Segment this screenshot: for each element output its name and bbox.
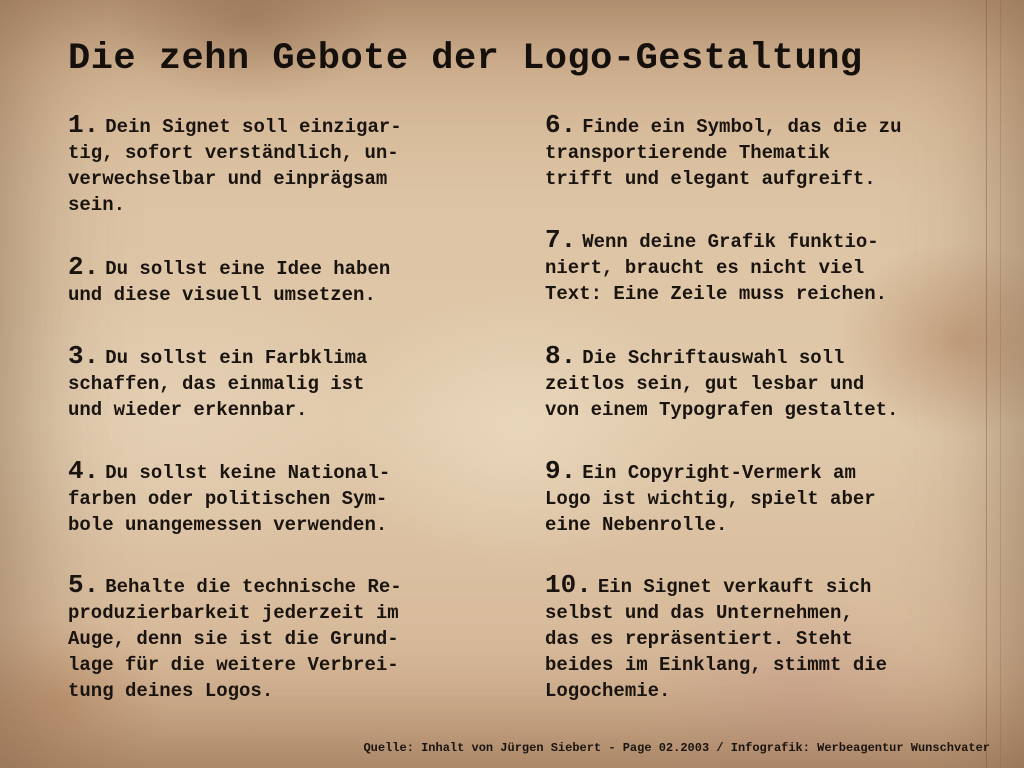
rule-number: 2. (68, 252, 100, 282)
rule-number: 10. (545, 570, 592, 600)
rule-text: Dein Signet soll einzigar- tig, sofort verständlich, un- verwechselbar und einprägsam sein. (68, 116, 402, 216)
rule-2 (68, 254, 390, 308)
rule-1 (68, 112, 402, 218)
rule-number: 6. (545, 110, 577, 140)
rule-text: Du sollst keine National- farben oder politischen Sym- bole unangemessen verwenden. (68, 462, 391, 536)
paper-fold-line-secondary (1000, 0, 1001, 768)
rule-text: Du sollst ein Farbklima schaffen, das einmalig ist und wieder erkennbar. (68, 347, 368, 421)
page-title: Die zehn Gebote der Logo-Gestaltung (68, 38, 863, 80)
rule-10 (545, 572, 887, 704)
rule-7 (545, 227, 887, 307)
source-credit: Quelle: Inhalt von Jürgen Siebert - Page 02.2003 / Infografik: Werbeagentur Wunschvater (363, 741, 990, 755)
rule-number: 9. (545, 456, 577, 486)
paper-fold-line (986, 0, 987, 768)
rule-3 (68, 343, 367, 423)
rule-text: Wenn deine Grafik funktio- niert, braucht es nicht viel Text: Eine Zeile muss reichen. (545, 231, 888, 305)
rule-number: 7. (545, 225, 577, 255)
rule-8 (545, 343, 898, 423)
rule-text: Ein Signet verkauft sich selbst und das Unternehmen, das es repräsentiert. Steht beides im Einklang, stimmt die Logochemie. (545, 576, 888, 702)
rule-number: 5. (68, 570, 100, 600)
rule-number: 8. (545, 341, 577, 371)
rule-9 (545, 458, 876, 538)
rule-text: Du sollst eine Idee haben und diese visuell umsetzen. (68, 258, 391, 306)
rule-number: 4. (68, 456, 100, 486)
rule-6 (545, 112, 901, 192)
rule-text: Die Schriftauswahl soll zeitlos sein, gut lesbar und von einem Typografen gestaltet. (545, 347, 899, 421)
rule-5 (68, 572, 402, 704)
rule-text: Behalte die technische Re- produzierbarkeit jederzeit im Auge, denn sie ist die Grund- lage für die weitere Verbrei- tung deines Logos. (68, 576, 402, 702)
rule-text: Ein Copyright-Vermerk am Logo ist wichtig, spielt aber eine Nebenrolle. (545, 462, 876, 536)
rule-text: Finde ein Symbol, das die zu transportierende Thematik trifft und elegant aufgreift. (545, 116, 902, 190)
rule-number: 3. (68, 341, 100, 371)
rule-number: 1. (68, 110, 100, 140)
rule-4 (68, 458, 390, 538)
